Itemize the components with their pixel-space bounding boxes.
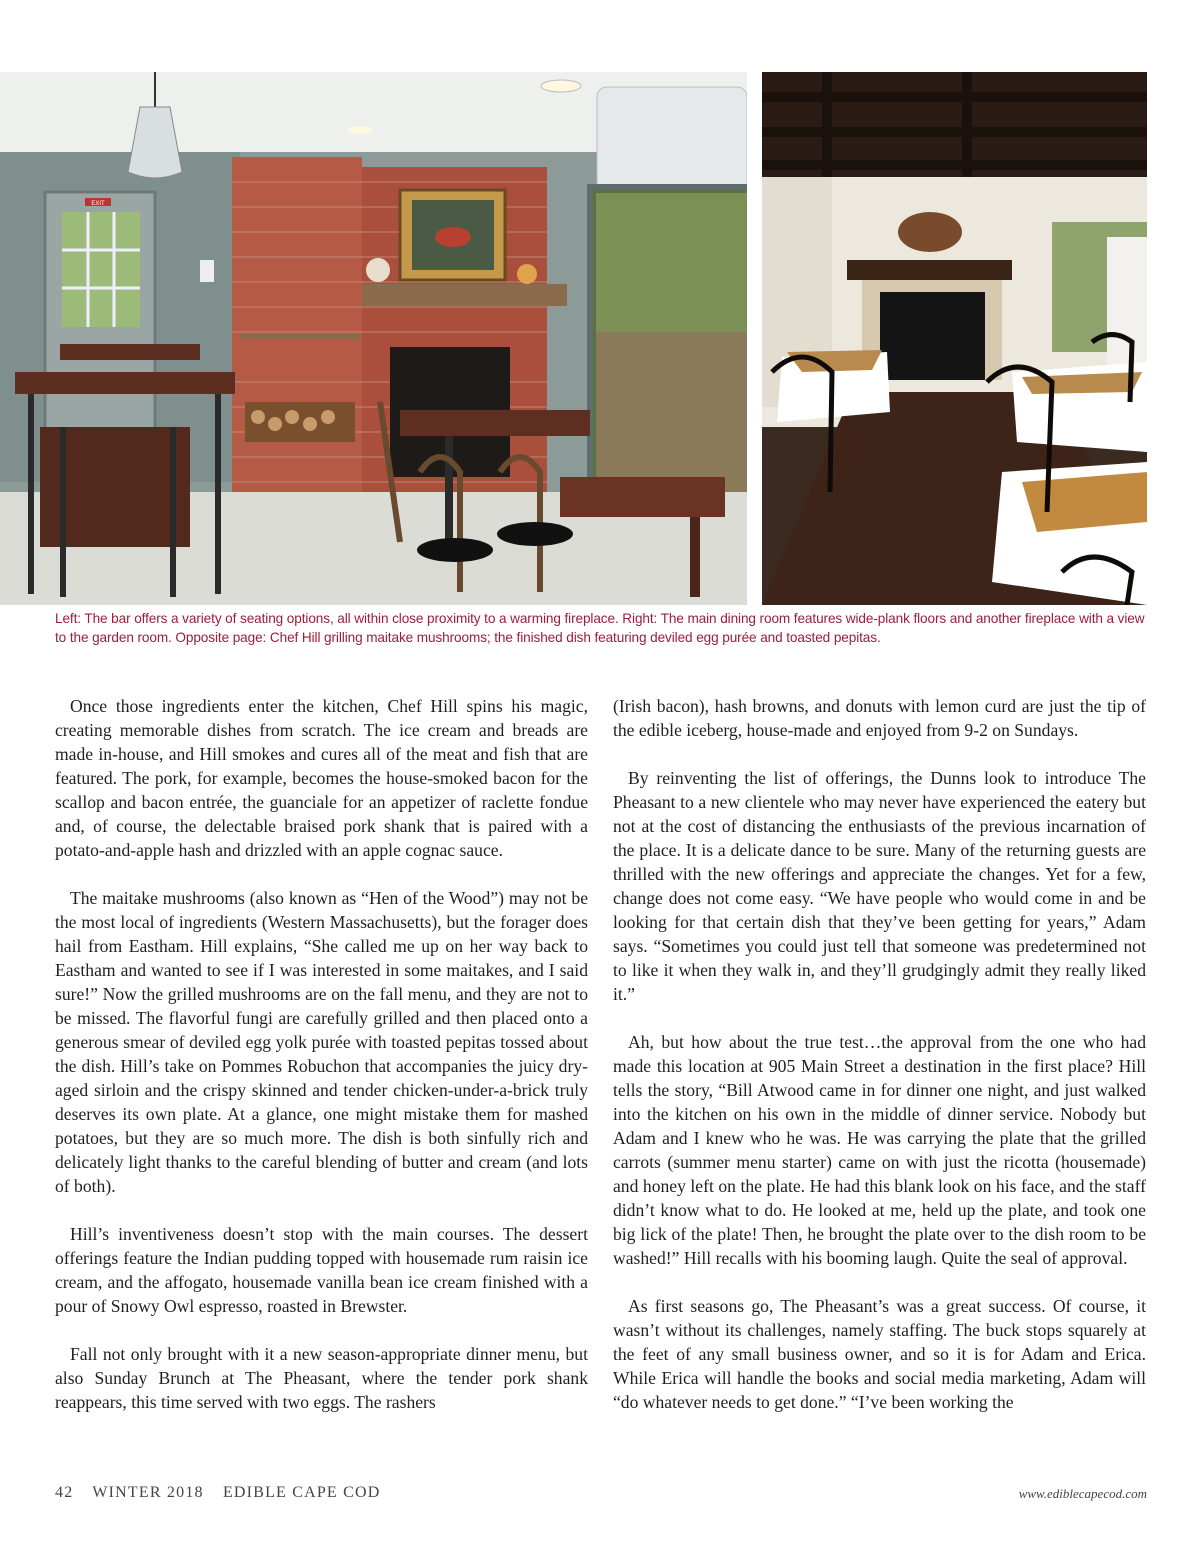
bar-table [15,372,235,394]
wall-ac-unit [597,87,747,192]
wooden-bench [560,477,725,517]
dining-room-illustration [762,72,1147,605]
page-footer [55,1484,395,1502]
wall-plaque [898,212,962,252]
page-number: 42 [55,1484,74,1501]
article-column-left [55,694,588,1438]
paragraph: Once those ingredients enter the kitchen, Chef Hill spins his magic, creating memorable dishes from scratch. The ice cream and breads are made in-house, and Hill smokes and cures all of the meat and fish that are featured. The pork, for example, becomes the house-smoked bacon for the scallop and bacon entrée, the guanciale for an appetizer of raclette fondue and, of course, the delectable braised pork shank that is paired with a potato-and-apple hash and drizzled with an apple cognac sauce. [55,696,588,860]
svg-text:EXIT: EXIT [91,201,105,207]
issue-label: WINTER 2018 [92,1484,204,1501]
article-column-right [613,694,1146,1438]
fireplace-mantel [362,284,567,306]
paragraph: Hill’s inventiveness doesn’t stop with the main courses. The dessert offerings feature the Indian pudding topped with housemade rum raisin ice cream, and the affogato, housemade vanilla bean ice cream finished with a pour of Snowy Owl espresso, roasted in Brewster. [55,1224,588,1316]
fireplace-opening-right [880,292,985,380]
paragraph: As first seasons go, The Pheasant’s was a great success. Of course, it wasn’t without its challenges, namely staffing. The buck stops squarely at the feet of any small business owner, and so it is for Adam and Erica. While Erica will handle the books and social media marketing, Adam will “do whatever needs to get done.” “I’ve been working the [613,1296,1146,1412]
dining-table [400,410,590,436]
photo-bar-room [0,72,747,605]
photo-caption: Left: The bar offers a variety of seating options, all within close proximity to a warming fireplace. Right: The main dining room features wide-plank floors and another fireplace with a view to the garden room. Opposite page: Chef Hill grilling maitake mushrooms; the finished dish featuring deviled egg purée and toasted pepitas. [55,611,1145,645]
fireplace-mantel-right [847,260,1012,280]
photo-dining-room [762,72,1147,605]
publication-name: EDIBLE CAPE COD [222,1484,381,1501]
paragraph: Ah, but how about the true test…the approval from the one who had made this location at 905 Main Street a destination in the first place? Hill tells the story, “Bill Atwood came in for dinner one night, and just walked into the kitchen on his own in the middle of dinner service. Nobody but Adam and I knew who he was. He was carrying the plate that the grilled carrots (summer menu starter) came on with just the ricotta (housemade) and honey left on the plate. He had this blank look on his face, and the staff didn’t know what to do. He looked at me, held up the plate, and took one big lick of the plate! Then, he brought the plate over to the dish room to be washed!” Hill recalls with his booming laugh. Quite the seal of approval. [613,1032,1146,1268]
website-link[interactable]: www.ediblecapecod.com [1018,1486,1147,1501]
paragraph-continued: (Irish bacon), hash browns, and donuts with lemon curd are just the tip of the edible iceberg, house-made and enjoyed from 9-2 on Sundays. [613,696,1146,740]
paragraph: By reinventing the list of offerings, the Dunns look to introduce The Pheasant to a new clientele who may never have experienced the eatery but not at the cost of distancing the enthusiasts of the previous incarnation of the place. It is a delicate dance to be sure. Many of the returning guests are thrilled with the new offerings and appreciate the changes. Yet for a few, change does not come easy. “We have people who would come in and be looking for that certain dish that they’ve been getting for years,” Adam says. “Sometimes you could just tell that someone was predetermined not to like it when they walk in, and they’ll grudgingly admit they really liked it.” [613,768,1146,1004]
paragraph: Fall not only brought with it a new season-appropriate dinner menu, but also Sunday Brunch at The Pheasant, where the tender pork shank reappears, this time served with two eggs. The rashers [55,1344,588,1412]
bar-room-illustration [0,72,747,605]
paragraph: The maitake mushrooms (also known as “Hen of the Wood”) may not be the most local of ingredients (Western Massachusetts), but the forager does hail from Eastham. Hill explains, “She called me up on her way back to Eastham and wanted to see if I was interested in some maitakes, and I said sure!” Now the grilled mushrooms are on the fall menu, and they are not to be missed. The flavorful fungi are carefully grilled and then placed onto a generous smear of deviled egg yolk purée with toasted pepitas tossed about the dish. Hill’s take on Pommes Robuchon that accompanies the juicy dry-aged sirloin and the crispy skinned and tender chicken-under-a-brick truly deserves its own plate. At a glance, one might mistake them for mashed potatoes, but they are so much more. The dish is both sinfully rich and delicately light thanks to the careful blending of butter and cream (and lots of both). [55,888,588,1196]
